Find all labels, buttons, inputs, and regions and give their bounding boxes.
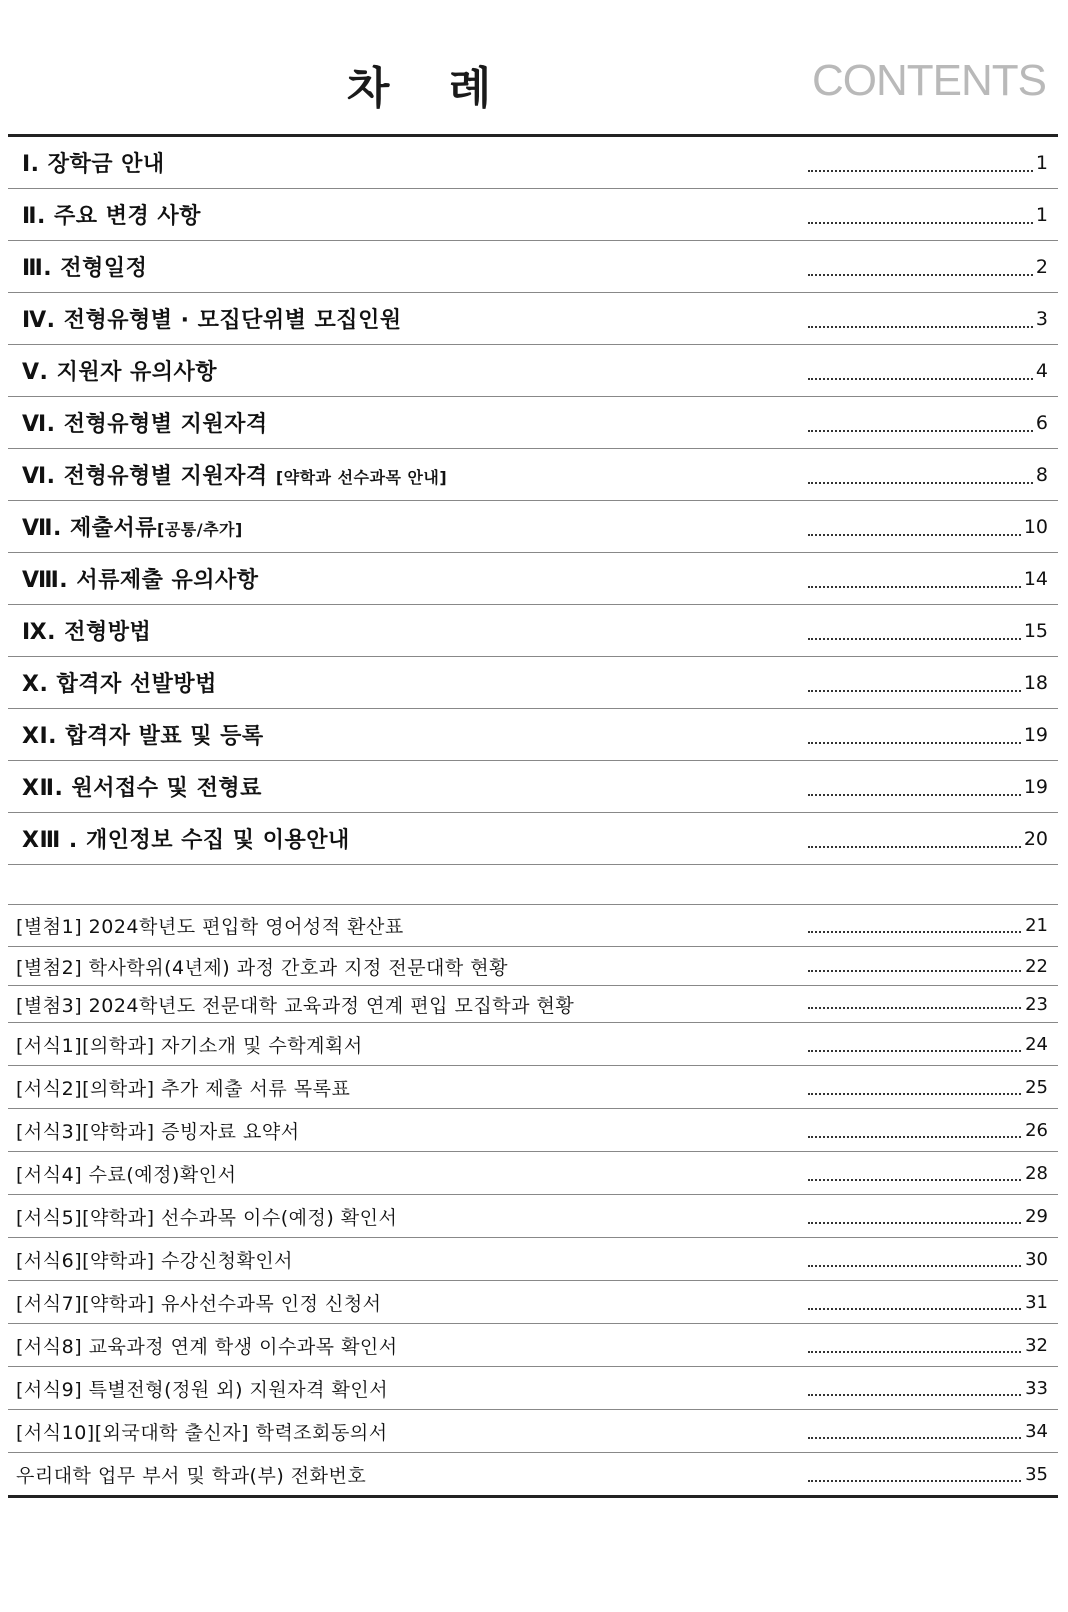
toc-label-suffix: [공통/추가] — [157, 520, 243, 539]
toc-label: 전형일정 — [60, 256, 148, 281]
appendix-row[interactable] — [8, 905, 1058, 947]
appendix-row[interactable] — [8, 986, 1058, 1023]
appendix-row[interactable] — [8, 1195, 1058, 1238]
toc-label: 지원자 유의사항 — [56, 360, 217, 385]
dot-leader — [808, 534, 1036, 536]
appendix-row[interactable] — [8, 1066, 1058, 1109]
appendix-page-number: 35 — [1025, 1463, 1048, 1485]
toc-label: 주요 변경 사항 — [54, 204, 201, 229]
dot-leader — [808, 1007, 1036, 1009]
toc-numeral: Ⅸ. — [22, 620, 57, 645]
dot-leader — [808, 1265, 1036, 1267]
toc-page-number: 15 — [1023, 619, 1048, 642]
appendix-row[interactable] — [8, 947, 1058, 986]
dot-leader — [808, 1437, 1036, 1439]
page-title: 차 례 — [346, 63, 514, 114]
dot-leader — [808, 1222, 1036, 1224]
toc-numeral: Ⅳ. — [22, 308, 56, 333]
toc-row[interactable] — [8, 397, 1058, 449]
dot-leader — [808, 586, 1036, 588]
toc-label: 개인정보 수집 및 이용안내 — [85, 828, 350, 853]
appendix-label: [별첨1] 2024학년도 편입학 영어성적 환산표 — [16, 916, 404, 938]
appendix-row[interactable] — [8, 1109, 1058, 1152]
dot-leader — [808, 378, 1036, 380]
toc-row[interactable] — [8, 449, 1058, 501]
appendix-page-number: 33 — [1025, 1377, 1048, 1399]
appendix-label: [서식3][약학과] 증빙자료 요약서 — [16, 1120, 300, 1143]
appendix-page-number: 30 — [1025, 1248, 1048, 1270]
appendix-label: [서식2][의학과] 추가 제출 서류 목록표 — [16, 1077, 351, 1100]
appendix-page-number: 25 — [1025, 1076, 1048, 1098]
toc-row[interactable] — [8, 345, 1058, 397]
appendix-page-number: 29 — [1025, 1205, 1048, 1227]
appendix-page-number: 23 — [1025, 993, 1048, 1015]
dot-leader — [808, 222, 1036, 224]
appendix-label: [서식8] 교육과정 연계 학생 이수과목 확인서 — [16, 1335, 398, 1358]
toc-page-number: 14 — [1023, 567, 1048, 590]
toc-page-number: 6 — [1035, 411, 1048, 434]
page-subtitle: CONTENTS — [812, 56, 1046, 105]
toc-numeral: Ⅷ. — [22, 568, 69, 593]
toc-label: 전형유형별 · 모집단위별 모집인원 — [63, 308, 402, 333]
dot-leader — [808, 1136, 1036, 1138]
toc-page-number: 2 — [1035, 255, 1048, 278]
toc-label: 합격자 선발방법 — [56, 672, 217, 697]
toc-row[interactable] — [8, 709, 1058, 761]
toc-numeral: Ⅶ. — [22, 516, 62, 541]
dot-leader — [808, 170, 1036, 172]
appendix-row[interactable] — [8, 1367, 1058, 1410]
toc-page-number: 10 — [1023, 515, 1048, 538]
appendix-label: 우리대학 업무 부서 및 학과(부) 전화번호 — [16, 1464, 367, 1487]
appendix-page-number: 21 — [1025, 915, 1048, 936]
toc-label: 합격자 발표 및 등록 — [65, 724, 264, 749]
appendix-page-number: 28 — [1025, 1162, 1048, 1184]
appendix-contents-list — [8, 904, 1058, 1498]
appendix-row[interactable] — [8, 1238, 1058, 1281]
appendix-page-number: 34 — [1025, 1420, 1048, 1442]
appendix-label: [별첨3] 2024학년도 전문대학 교육과정 연계 편입 모집학과 현황 — [16, 994, 575, 1017]
appendix-page-number: 31 — [1025, 1291, 1048, 1313]
toc-row[interactable] — [8, 137, 1058, 189]
dot-leader — [808, 1351, 1036, 1353]
toc-label: 서류제출 유의사항 — [76, 568, 259, 593]
appendix-row[interactable] — [8, 1410, 1058, 1453]
toc-page-number: 18 — [1023, 671, 1048, 694]
appendix-label: [서식9] 특별전형(정원 외) 지원자격 확인서 — [16, 1378, 389, 1401]
toc-label: 전형방법 — [64, 620, 152, 645]
dot-leader — [808, 1179, 1036, 1181]
appendix-page-number: 32 — [1025, 1334, 1048, 1356]
dot-leader — [808, 482, 1036, 484]
appendix-row[interactable] — [8, 1152, 1058, 1195]
toc-page-number: 8 — [1035, 463, 1048, 486]
toc-numeral: Ⅴ. — [22, 360, 49, 385]
appendix-row[interactable] — [8, 1453, 1058, 1495]
toc-page-number: 4 — [1035, 359, 1048, 382]
appendix-label: [서식4] 수료(예정)확인서 — [16, 1163, 237, 1186]
dot-leader — [808, 1050, 1036, 1052]
toc-numeral: ⅩⅢ . — [22, 828, 78, 853]
toc-row[interactable] — [8, 189, 1058, 241]
toc-page-number: 20 — [1023, 827, 1048, 850]
toc-numeral: Ⅲ. — [22, 256, 53, 281]
appendix-label: [별첨2] 학사학위(4년제) 과정 간호과 지정 전문대학 현황 — [16, 956, 508, 979]
dot-leader — [808, 1480, 1036, 1482]
dot-leader — [808, 690, 1036, 692]
toc-numeral: Ⅵ. — [22, 412, 56, 437]
toc-page-number: 1 — [1035, 151, 1048, 174]
toc-numeral: Ⅱ. — [22, 204, 46, 229]
dot-leader — [808, 1394, 1036, 1396]
toc-label: 전형유형별 지원자격 — [63, 464, 268, 489]
toc-page-number: 19 — [1023, 723, 1048, 746]
dot-leader — [808, 326, 1036, 328]
toc-numeral: ⅩⅡ. — [22, 776, 64, 801]
dot-leader — [808, 638, 1036, 640]
dot-leader — [808, 970, 1036, 972]
toc-page-number: 19 — [1023, 775, 1048, 798]
appendix-label: [서식7][약학과] 유사선수과목 인정 신청서 — [16, 1292, 382, 1315]
appendix-label: [서식10][외국대학 출신자] 학력조회동의서 — [16, 1421, 388, 1444]
toc-row[interactable] — [8, 657, 1058, 709]
dot-leader — [808, 846, 1036, 848]
dot-leader — [808, 742, 1036, 744]
toc-label: 전형유형별 지원자격 — [63, 412, 268, 437]
toc-numeral: Ⅰ. — [22, 152, 40, 177]
toc-label: 장학금 안내 — [47, 152, 165, 177]
appendix-page-number: 26 — [1025, 1119, 1048, 1141]
appendix-row[interactable] — [8, 1023, 1058, 1066]
toc-row[interactable] — [8, 761, 1058, 813]
toc-numeral: Ⅵ. — [22, 464, 56, 489]
toc-row[interactable] — [8, 241, 1058, 293]
dot-leader — [808, 794, 1036, 796]
toc-label-suffix: [약학과 선수과목 안내] — [275, 468, 448, 487]
toc-row[interactable] — [8, 813, 1058, 865]
toc-row[interactable] — [8, 605, 1058, 657]
toc-numeral: Ⅹ. — [22, 672, 49, 697]
toc-row[interactable] — [8, 553, 1058, 605]
appendix-label: [서식5][약학과] 선수과목 이수(예정) 확인서 — [16, 1206, 398, 1229]
main-contents-list — [8, 134, 1058, 865]
toc-row[interactable] — [8, 501, 1058, 553]
toc-row[interactable] — [8, 293, 1058, 345]
dot-leader — [808, 931, 1036, 933]
dot-leader — [808, 430, 1036, 432]
dot-leader — [808, 1093, 1036, 1095]
appendix-row[interactable] — [8, 1324, 1058, 1367]
appendix-label: [서식1][의학과] 자기소개 및 수학계획서 — [16, 1034, 363, 1057]
toc-label: 제출서류 — [70, 516, 158, 541]
dot-leader — [808, 1308, 1036, 1310]
appendix-row[interactable] — [8, 1281, 1058, 1324]
toc-page-number: 3 — [1035, 307, 1048, 330]
toc-page-number: 1 — [1035, 203, 1048, 226]
toc-label: 원서접수 및 전형료 — [71, 776, 262, 801]
appendix-page-number: 22 — [1025, 955, 1048, 977]
toc-numeral: ⅩⅠ. — [22, 724, 58, 749]
appendix-page-number: 24 — [1025, 1033, 1048, 1055]
dot-leader — [808, 274, 1036, 276]
appendix-label: [서식6][약학과] 수강신청확인서 — [16, 1249, 294, 1272]
